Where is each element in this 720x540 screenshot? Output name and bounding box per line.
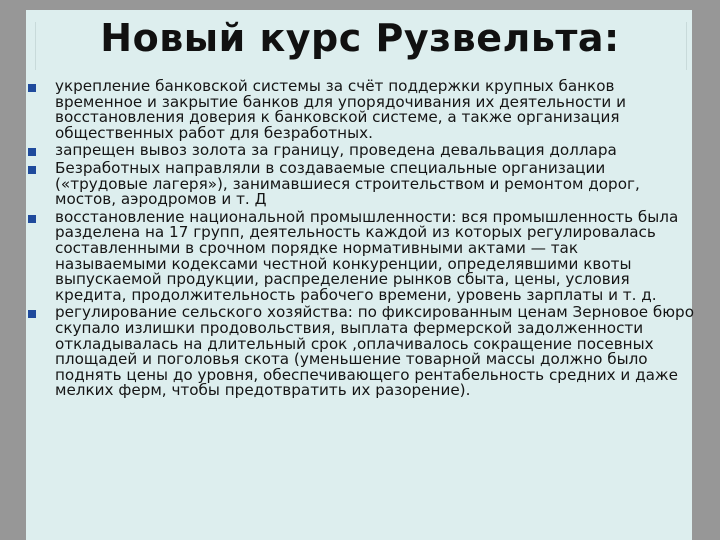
square-bullet-icon	[28, 166, 36, 174]
bullet-item-unemployed	[28, 158, 694, 209]
slide-title: Новый курс Рузвельта:	[100, 16, 620, 60]
bullet-item-industry	[28, 207, 694, 304]
square-bullet-icon	[28, 310, 36, 318]
bullet-item-gold	[28, 143, 694, 159]
bullet-text: регулирование сельского хозяйства: по фиксированным ценам Зерновое бюро скупало излишки продовольствия, выплата фермерской задолженности откладывалась на длительный срок ,оплачивалось сокращение посевных площадей и поголовья скота (уменьшение товарной массы должно было поднять цены до уровня, обеспечивающего рентабельность средних и даже мелких ферм, чтобы предотвратить их разорение).	[55, 303, 694, 400]
bullet-text: восстановление национальной промышленности: вся промышленность была разделена на 17 групп, деятельность каждой из которых регулировалась составленными в срочном порядке нормативными актами — так называемыми кодексами честной конкуренции, определявшими квоты выпускаемой продукции, распределение рынков сбыта, цены, условия кредита, продолжительность рабочего времени, уровень зарплаты и т. д.	[55, 207, 679, 304]
bullet-text: Безработных направляли в создаваемые специальные организации («трудовые лагеря»), занимавшиеся строительством и ремонтом дорог, мостов, аэродромов и т. Д	[55, 158, 640, 209]
square-bullet-icon	[28, 84, 36, 92]
bullet-text: запрещен вывоз золота за границу, проведена девальвация доллара	[55, 141, 617, 160]
square-bullet-icon	[28, 148, 36, 156]
bullet-list	[28, 79, 694, 401]
bullet-item-banking	[28, 79, 694, 141]
square-bullet-icon	[28, 215, 36, 223]
bullet-item-agriculture	[28, 305, 694, 399]
bullet-text: укрепление банковской системы за счёт поддержки крупных банков временное и закрытие банков для упорядочивания их деятельности и восстановления доверия к банковской системе, а также организация общественных работ для безработных.	[55, 77, 626, 142]
